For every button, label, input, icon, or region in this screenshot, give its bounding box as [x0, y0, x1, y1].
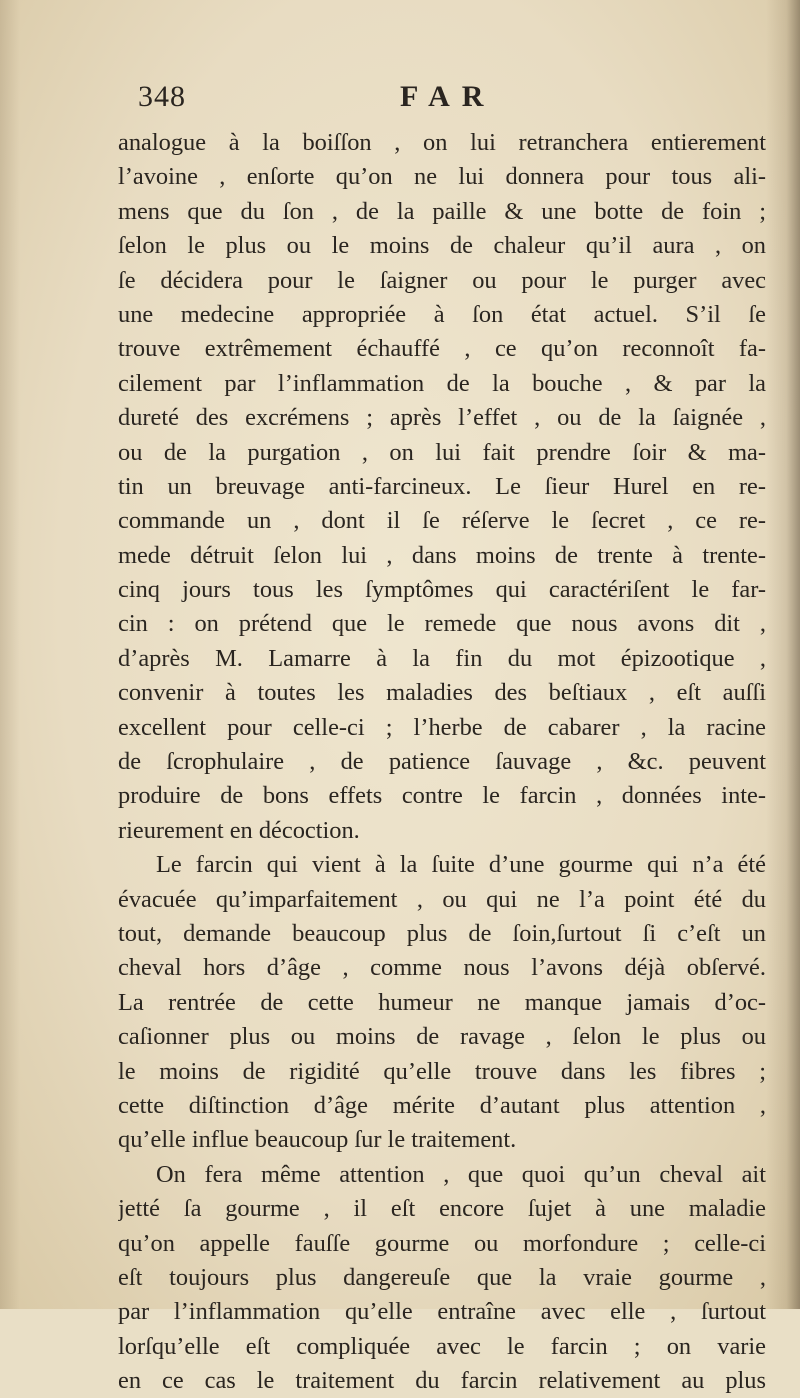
text-line: rieurement en décoction. [118, 816, 360, 844]
text-line: d’après M. Lamarre à la fin du mot épizootique , [118, 644, 766, 672]
text-line: qu’elle influe beaucoup ſur le traitement. [118, 1126, 517, 1154]
running-head: FAR [400, 80, 496, 113]
text-line: cheval hors d’âge , comme nous l’avons déjà obſervé. [118, 954, 766, 982]
text-line: dureté des excrémens ; après l’effet , ou de la ſaignée , [118, 404, 766, 432]
text-line: cin : on prétend que le remede que nous avons dit , [118, 610, 766, 638]
text-line: en ce cas le traitement du farcin relativement au plus [118, 1367, 766, 1395]
text-line: une medecine appropriée à ſon état actuel. S’il ſe [118, 300, 766, 328]
text-line: de ſcrophulaire , de patience ſauvage , &c. peuvent [118, 748, 766, 776]
text-line: le moins de rigidité qu’elle trouve dans les fibres ; [118, 1057, 766, 1085]
text-line: analogue à la boiſſon , on lui retranchera entierement [118, 129, 766, 156]
page-header [138, 80, 778, 124]
body-text [118, 126, 766, 1398]
text-line: excellent pour celle-ci ; l’herbe de cabarer , la racine [118, 713, 766, 741]
text-line: par l’inflammation qu’elle entraîne avec elle , ſurtout [118, 1298, 766, 1326]
text-line: On fera même attention , que quoi qu’un cheval ait [156, 1160, 766, 1188]
text-line: La rentrée de cette humeur ne manque jamais d’oc- [118, 988, 766, 1016]
page-gutter-shadow [0, 0, 20, 1309]
text-line: jetté ſa gourme , il eſt encore ſujet à une maladie [118, 1195, 766, 1223]
text-line: eſt toujours plus dangereuſe que la vraie gourme , [118, 1263, 766, 1291]
text-line: mede détruit ſelon lui , dans moins de trente à trente- [118, 541, 766, 569]
text-line: qu’on appelle fauſſe gourme ou morfondure ; celle-ci [118, 1229, 766, 1257]
text-line: évacuée qu’imparfaitement , ou qui ne l’a point été du [118, 885, 766, 913]
text-line: produire de bons effets contre le farcin , données inte- [118, 782, 766, 810]
text-line: commande un , dont il ſe réſerve le ſecret , ce re- [118, 507, 766, 535]
text-line: cinq jours tous les ſymptômes qui caractériſent le far- [118, 576, 766, 604]
text-line: l’avoine , enſorte qu’on ne lui donnera pour tous ali- [118, 163, 766, 191]
text-line: lorſqu’elle eſt compliquée avec le farcin ; on varie [118, 1332, 766, 1360]
text-line: tout, demande beaucoup plus de ſoin,ſurtout ſi c’eſt un [118, 919, 766, 947]
page-number: 348 [138, 80, 186, 113]
text-line: tin un breuvage anti-farcineux. Le ſieur Hurel en re- [118, 472, 766, 500]
text-line: mens que du ſon , de la paille & une botte de foin ; [118, 197, 766, 225]
text-line: ſelon le plus ou le moins de chaleur qu’il aura , on [118, 232, 766, 260]
page-edge-shadow [766, 0, 800, 1309]
text-line: convenir à toutes les maladies des beſtiaux , eſt auſſi [118, 679, 766, 707]
text-line: ſe décidera pour le ſaigner ou pour le purger avec [118, 266, 766, 294]
text-line: ou de la purgation , on lui fait prendre ſoir & ma- [118, 438, 766, 466]
text-line: cette diſtinction d’âge mérite d’autant plus attention , [118, 1091, 766, 1119]
text-line: Le farcin qui vient à la ſuite d’une gourme qui n’a été [156, 851, 766, 879]
text-line: trouve extrêmement échauffé , ce qu’on reconnoît fa- [118, 335, 766, 363]
text-line: cilement par l’inflammation de la bouche , & par la [118, 369, 766, 397]
text-line: caſionner plus ou moins de ravage , ſelon le plus ou [118, 1023, 766, 1051]
